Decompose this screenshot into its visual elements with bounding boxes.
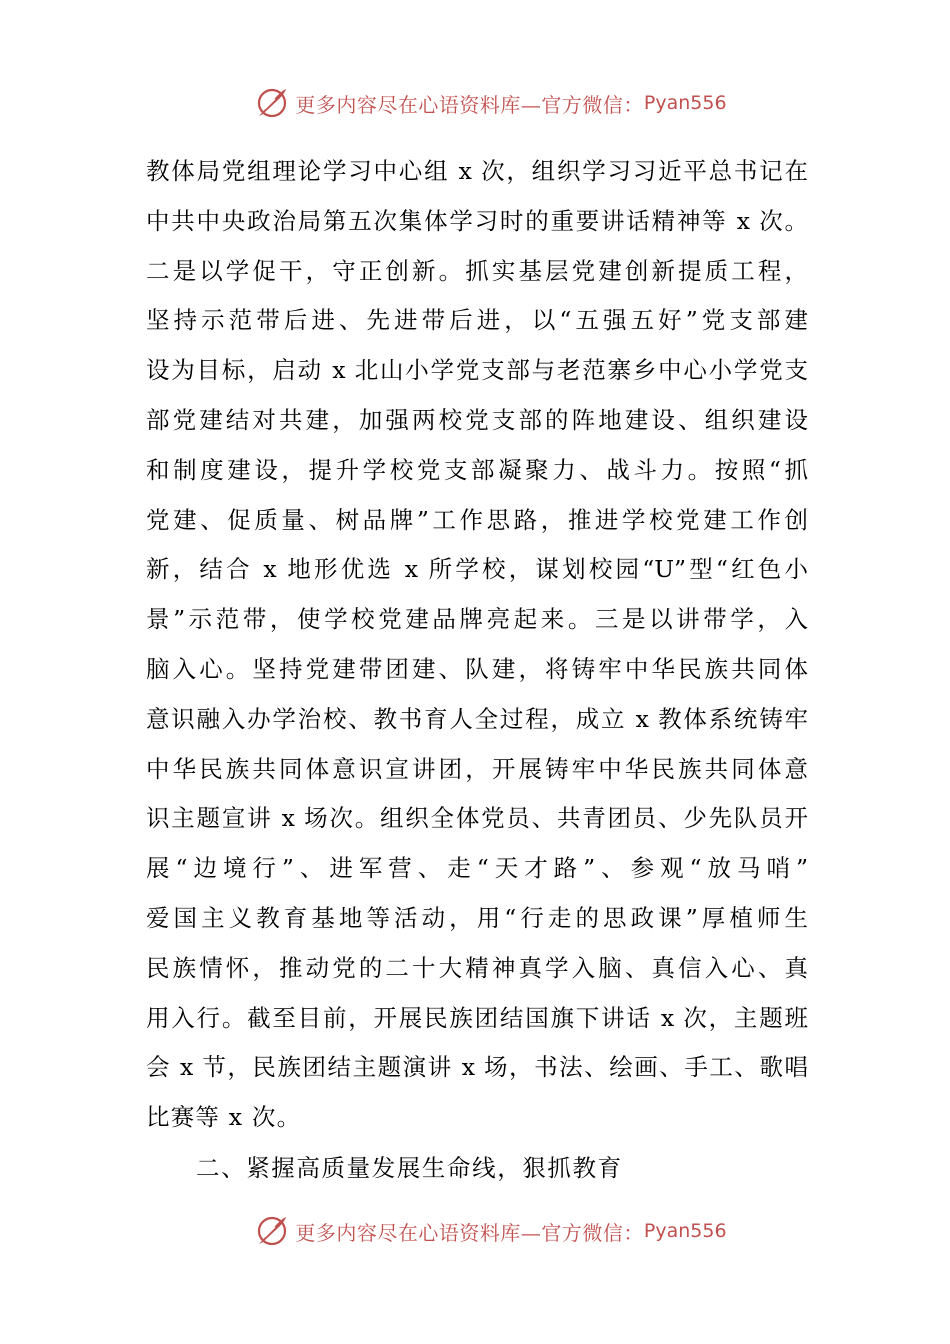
watermark-text: 更多内容尽在心语资料库—官方微信： (295, 1220, 644, 1245)
section-heading: 二、紧握高质量发展生命线，狠抓教育 (196, 1154, 623, 1182)
body-line: 二是以学促干，守正创新。抓实基层党建创新提质工程， (146, 256, 808, 285)
body-line: 党建、促质量、树品牌”工作思路，推进学校党建工作创 (146, 505, 808, 534)
watermark-footer (0, 1211, 950, 1251)
body-line: 会 x 节，民族团结主题演讲 x 场，书法、绘画、手工、歌唱 (146, 1053, 808, 1082)
watermark-wechat-id: Pyan556 (643, 1220, 727, 1242)
body-line: 部党建结对共建，加强两校党支部的阵地建设、组织建设 (146, 405, 808, 434)
body-line: 新，结合 x 地形优选 x 所学校，谋划校园“U”型“红色小 (146, 555, 808, 584)
quill-logo-icon (255, 86, 289, 120)
body-line: 意识融入办学治校、教书育人全过程，成立 x 教体系统铸牢 (146, 704, 808, 733)
watermark-header (0, 83, 950, 123)
body-line: 比赛等 x 次。 (146, 1103, 302, 1132)
body-line: 中共中央政治局第五次集体学习时的重要讲话精神等 x 次。 (146, 206, 808, 235)
body-line: 景”示范带，使学校党建品牌亮起来。三是以讲带学，入 (146, 605, 808, 634)
body-line: 设为目标，启动 x 北山小学党支部与老范寨乡中心小学党支 (146, 356, 808, 385)
body-line: 中华民族共同体意识宣讲团，开展铸牢中华民族共同体意 (146, 754, 808, 783)
body-line: 脑入心。坚持党建带团建、队建，将铸牢中华民族共同体 (146, 654, 808, 683)
quill-logo-icon (255, 1214, 289, 1248)
body-line: 坚持示范带后进、先进带后进，以“五强五好”党支部建 (146, 306, 808, 335)
watermark-wechat-id: Pyan556 (643, 92, 727, 114)
body-line: 识主题宣讲 x 场次。组织全体党员、共青团员、少先队员开 (146, 804, 808, 833)
body-line: 教体局党组理论学习中心组 x 次，组织学习习近平总书记在 (146, 157, 808, 185)
body-line: 爱国主义教育基地等活动，用“行走的思政课”厚植师生 (146, 903, 808, 932)
body-line: 和制度建设，提升学校党支部凝聚力、战斗力。按照“抓 (146, 455, 808, 484)
document-body (146, 147, 808, 1143)
body-line: 展“边境行”、进军营、走“天才路”、参观“放马哨” (146, 854, 808, 883)
body-line: 用入行。截至目前，开展民族团结国旗下讲话 x 次，主题班 (146, 1003, 808, 1032)
body-line: 民族情怀，推动党的二十大精神真学入脑、真信入心、真 (146, 953, 808, 982)
watermark-text: 更多内容尽在心语资料库—官方微信： (295, 92, 644, 117)
